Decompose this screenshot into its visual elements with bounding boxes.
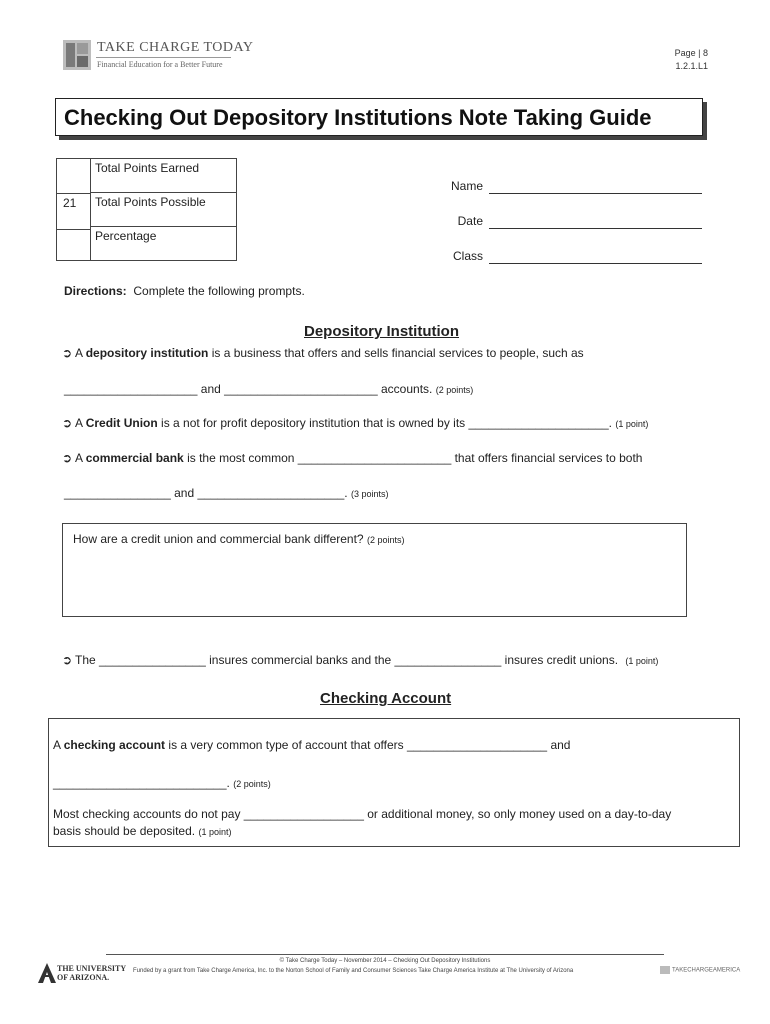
footer-divider <box>106 954 664 955</box>
checking-account-box <box>48 718 740 847</box>
term-bold: checking account <box>63 738 166 752</box>
term-bold: Credit Union <box>85 416 158 430</box>
prompt-text: is a not for profit depository institution that is owned by its _____________________. <box>157 416 612 430</box>
points-note: (1 point) <box>625 656 659 666</box>
prompt-depository-institution <box>62 346 584 360</box>
answer-box-difference[interactable] <box>62 523 687 617</box>
date-field[interactable] <box>489 228 702 229</box>
prompt-depository-blanks[interactable] <box>64 382 473 396</box>
date-label: Date <box>457 214 483 228</box>
directions-label: Directions: <box>64 284 127 298</box>
points-note: (3 points) <box>350 489 389 499</box>
page-code: 1.2.1.L1 <box>675 61 708 71</box>
take-charge-today-logo-icon <box>63 40 91 70</box>
prompt-checking-blanks[interactable] <box>53 776 271 790</box>
blank-line-text: ________________ and ______________________. <box>64 486 348 500</box>
prompt-text: is the most common _______________________ that offers financial services to both <box>183 451 643 465</box>
table-divider <box>57 193 91 194</box>
points-note: (1 point) <box>615 419 649 429</box>
table-row <box>57 159 237 193</box>
tca-logo-text: TAKECHARGEAMERICA <box>672 967 741 974</box>
question-label: How are a credit union and commercial bank different? <box>73 532 364 546</box>
prompt-insurers[interactable] <box>62 653 658 667</box>
university-arizona-text <box>57 964 126 982</box>
prompt-text: The ________________ insures commercial banks and the ________________ insures credit unions. <box>75 653 619 667</box>
footer-copyright: © Take Charge Today – November 2014 – Checking Out Depository Institutions <box>279 958 491 964</box>
term-bold: commercial bank <box>85 451 184 465</box>
section-heading-checking: Checking Account <box>320 690 452 707</box>
page-label: Page | 8 <box>674 48 708 58</box>
table-divider <box>57 229 91 230</box>
prompt-credit-union[interactable] <box>62 416 648 430</box>
directions-text: Complete the following prompts. <box>133 284 305 298</box>
section-heading-depository: Depository Institution <box>304 323 459 340</box>
term-bold: depository institution <box>85 346 209 360</box>
page-number <box>675 47 708 73</box>
logo-tagline: Financial Education for a Better Future <box>97 60 223 69</box>
points-note: (2 points) <box>233 779 271 789</box>
logo-title: TAKE CHARGE TODAY <box>97 40 254 55</box>
question-text <box>73 532 404 546</box>
prompt-text: basis should be deposited. <box>53 824 196 838</box>
prompt-text: A <box>75 451 86 465</box>
logo-divider <box>96 57 231 58</box>
prompt-checking-account[interactable] <box>53 738 570 752</box>
arrow-bullet-icon: ➲ <box>62 451 73 465</box>
ua-line-2: OF ARIZONA. <box>57 973 110 982</box>
points-table <box>56 158 237 261</box>
prompt-text: A <box>53 738 64 752</box>
points-possible-label: Total Points Possible <box>91 193 237 227</box>
arrow-bullet-icon: ➲ <box>62 416 73 430</box>
prompt-interest-cont <box>53 824 231 838</box>
points-earned-label[interactable]: Total Points Earned <box>91 159 237 193</box>
prompt-text: A <box>75 416 86 430</box>
prompt-text: is a very common type of account that offers _____________________ and <box>165 738 571 752</box>
tca-logo-icon <box>660 966 670 974</box>
points-note: (1 point) <box>198 827 232 837</box>
footer-funding: Funded by a grant from Take Charge America, Inc. to the Norton School of Family and Consumer Sciences Take Charge America Institute at The University of Arizona <box>133 968 574 974</box>
name-label: Name <box>450 179 483 193</box>
title-box <box>55 98 703 136</box>
points-note: (2 points) <box>435 385 474 395</box>
percentage-label[interactable]: Percentage <box>91 227 237 261</box>
prompt-text: Most checking accounts do not pay __________________ or additional money, so only money used on a day-to-day <box>53 807 672 821</box>
prompt-interest[interactable] <box>53 807 671 821</box>
prompt-commercial-bank[interactable] <box>62 451 642 465</box>
name-field[interactable] <box>489 193 702 194</box>
take-charge-america-logo <box>660 966 740 974</box>
prompt-text: A <box>75 346 86 360</box>
arrow-bullet-icon: ➲ <box>62 653 73 667</box>
points-note: (2 points) <box>366 535 405 545</box>
class-field[interactable] <box>489 263 702 264</box>
prompt-commercial-blanks[interactable] <box>64 486 389 500</box>
blank-line-text: ____________________ and _______________________ accounts. <box>64 382 433 396</box>
blank-line-text: __________________________. <box>53 776 230 790</box>
university-arizona-logo-icon <box>38 963 56 983</box>
directions <box>64 284 305 298</box>
arrow-bullet-icon: ➲ <box>62 346 73 360</box>
page-title: Checking Out Depository Institutions Note Taking Guide <box>64 105 652 130</box>
prompt-text: is a business that offers and sells financial services to people, such as <box>208 346 584 360</box>
points-possible-value: 21 <box>57 159 91 261</box>
class-label: Class <box>452 249 483 263</box>
ua-line-1: THE UNIVERSITY <box>57 964 127 973</box>
